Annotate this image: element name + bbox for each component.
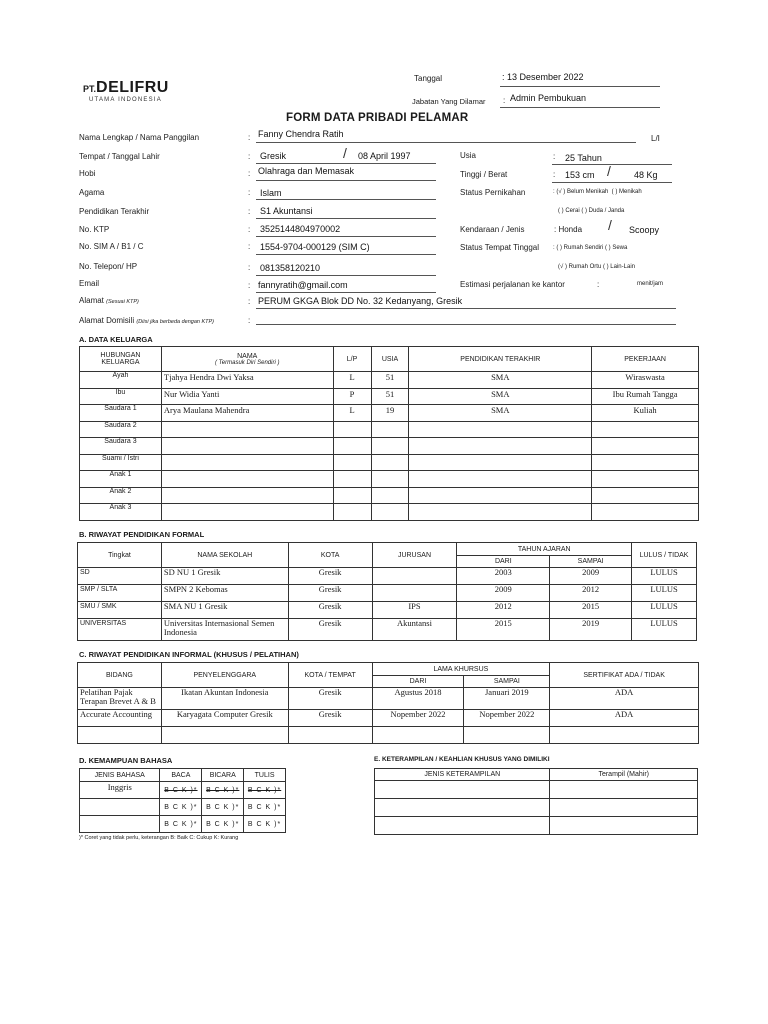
- tanggal-value: : 13 Desember 2022: [502, 72, 584, 82]
- family-pekerjaan: [592, 471, 699, 488]
- estimasi-sep: :: [597, 280, 600, 289]
- training-sampai: [464, 727, 550, 744]
- training-col-penyelenggara: PENYELENGGARA: [161, 663, 288, 688]
- edu-tingkat: SMP / SLTA: [78, 585, 162, 602]
- language-footnote: )* Coret yang tidak perlu, keterangan B: Baik C: Cukup K: Kurang: [79, 835, 239, 841]
- lang-row: [80, 799, 286, 816]
- li-label: L/I: [651, 134, 660, 143]
- edu-jurusan: Akuntansi: [372, 619, 457, 641]
- hobi-label: Hobi: [79, 169, 96, 178]
- family-lp: [333, 454, 371, 471]
- lang-col-baca: BACA: [160, 769, 202, 782]
- edu-jurusan: [372, 585, 457, 602]
- form-title: FORM DATA PRIBADI PELAMAR: [286, 112, 469, 124]
- training-sampai: Januari 2019: [464, 688, 550, 710]
- edu-sampai: 2015: [550, 602, 632, 619]
- family-row: [80, 454, 699, 471]
- sim-label: No. SIM A / B1 / C: [79, 242, 144, 251]
- skills-cell: [550, 817, 698, 835]
- section-d-title: D. KEMAMPUAN BAHASA: [79, 756, 173, 765]
- tinggal-line2: (√ ) Rumah Ortu ( ) Lain-Lain: [558, 264, 635, 270]
- lang-col-jenis: JENIS BAHASA: [80, 769, 160, 782]
- family-lp: [333, 421, 371, 438]
- edu-col-dari: DARI: [457, 556, 550, 568]
- family-row: [80, 372, 699, 389]
- berat-value: 48 Kg: [634, 170, 658, 180]
- family-usia: 51: [371, 388, 409, 405]
- estimasi-label: Estimasi perjalanan ke kantor: [460, 280, 565, 289]
- sim-value: 1554-9704-000129 (SIM C): [260, 242, 370, 252]
- family-row: [80, 504, 699, 521]
- estimasi-unit: menit/jam: [637, 281, 664, 287]
- family-nama: [161, 438, 333, 455]
- kendaraan-label: Kendaraan / Jenis: [460, 225, 525, 234]
- family-hubungan: Ayah: [80, 372, 162, 389]
- family-pendidikan: SMA: [409, 388, 592, 405]
- family-pekerjaan: [592, 421, 699, 438]
- skills-table: [374, 768, 698, 835]
- family-col-pekerjaan: PEKERJAAN: [592, 347, 699, 372]
- ttl-place: Gresik: [260, 151, 287, 161]
- lang-baca: B C K )*: [160, 782, 202, 799]
- ktp-label: No. KTP: [79, 225, 110, 234]
- family-nama: Arya Maulana Mahendra: [161, 405, 333, 422]
- training-col-bidang: BIDANG: [78, 663, 162, 688]
- family-row: [80, 487, 699, 504]
- logo-prefix: PT.: [83, 84, 97, 94]
- family-row: [80, 405, 699, 422]
- edu-row: [78, 585, 697, 602]
- family-col-usia: USIA: [371, 347, 409, 372]
- lang-bicara: B C K )*: [202, 816, 244, 833]
- family-hubungan: Suami / Istri: [80, 454, 162, 471]
- training-dari: [372, 727, 464, 744]
- edu-col-jurusan: JURUSAN: [372, 543, 457, 568]
- training-penyelenggara: Karyagata Computer Gresik: [161, 710, 288, 727]
- email-value: fannyratih@gmail.com: [258, 280, 348, 290]
- training-row: [78, 727, 699, 744]
- edu-col-sekolah: NAMA SEKOLAH: [161, 543, 288, 568]
- agama-label: Agama: [79, 188, 105, 197]
- training-kota: [288, 727, 372, 744]
- domisili-note: (Diisi jika berbeda dengan KTP): [136, 319, 215, 325]
- family-pendidikan: SMA: [409, 372, 592, 389]
- section-e-title: E. KETERAMPILAN / KEAHLIAN KHUSUS YANG DIMILIKI: [374, 756, 550, 763]
- ttl-label: Tempat / Tanggal Lahir: [79, 152, 160, 161]
- training-col-dari: DARI: [372, 676, 464, 688]
- status-menikah: ( ) Menikah: [611, 189, 642, 195]
- family-nama: Tjahya Hendra Dwi Yaksa: [161, 372, 333, 389]
- edu-col-tahun: TAHUN AJARAN: [457, 543, 632, 556]
- edu-jurusan: IPS: [372, 602, 457, 619]
- family-nama: [161, 471, 333, 488]
- family-pekerjaan: Wiraswasta: [592, 372, 699, 389]
- family-lp: [333, 438, 371, 455]
- jabatan-label: Jabatan Yang Dilamar: [412, 97, 486, 106]
- pendidikan-value: S1 Akuntansi: [260, 206, 313, 216]
- family-usia: [371, 421, 409, 438]
- family-lp: L: [333, 405, 371, 422]
- jabatan-value: Admin Pembukuan: [510, 93, 587, 103]
- family-row: [80, 388, 699, 405]
- edu-kota: Gresik: [288, 568, 372, 585]
- lang-baca: B C K )*: [160, 799, 202, 816]
- lang-tulis: B C K )*: [244, 816, 286, 833]
- edu-sampai: 2009: [550, 568, 632, 585]
- edu-row: [78, 619, 697, 641]
- lang-bicara: B C K )*: [202, 782, 244, 799]
- family-nama: Nur Widia Yanti: [161, 388, 333, 405]
- section-a-title: A. DATA KELUARGA: [79, 335, 153, 344]
- edu-dari: 2015: [457, 619, 550, 641]
- training-dari: Nopember 2022: [372, 710, 464, 727]
- lang-row: [80, 816, 286, 833]
- lang-baca: B C K )*: [160, 816, 202, 833]
- company-logo: [83, 80, 169, 103]
- usia-label: Usia: [460, 151, 477, 160]
- tb-label: Tinggi / Berat: [460, 170, 508, 179]
- section-c-title: C. RIWAYAT PENDIDIKAN INFORMAL (KHUSUS / PELATIHAN): [79, 650, 299, 659]
- edu-col-lulus: LULUS / TIDAK: [632, 543, 697, 568]
- family-pendidikan: [409, 454, 592, 471]
- edu-lulus: LULUS: [632, 602, 697, 619]
- family-row: [80, 438, 699, 455]
- edu-sampai: 2012: [550, 585, 632, 602]
- lang-col-tulis: TULIS: [244, 769, 286, 782]
- training-bidang: Accurate Accounting: [78, 710, 162, 727]
- training-penyelenggara: [161, 727, 288, 744]
- family-usia: [371, 471, 409, 488]
- family-hubungan: Anak 2: [80, 487, 162, 504]
- edu-sampai: 2019: [550, 619, 632, 641]
- family-lp: [333, 471, 371, 488]
- edu-dari: 2003: [457, 568, 550, 585]
- edu-col-sampai: SAMPAI: [550, 556, 632, 568]
- family-row: [80, 421, 699, 438]
- usia-value: 25 Tahun: [565, 153, 602, 163]
- nama-label: Nama Lengkap / Nama Panggilan: [79, 133, 200, 142]
- lang-jenis: [80, 816, 160, 833]
- edu-tingkat: SMU / SMK: [78, 602, 162, 619]
- alamat-value: PERUM GKGA Blok DD No. 32 Kedanyang, Gresik: [258, 296, 463, 306]
- agama-value: Islam: [260, 188, 282, 198]
- edu-lulus: LULUS: [632, 568, 697, 585]
- edu-jurusan: [372, 568, 457, 585]
- skills-col-terampil: Terampil (Mahir): [550, 769, 698, 781]
- family-nama: [161, 421, 333, 438]
- training-kota: Gresik: [288, 688, 372, 710]
- hobi-value: Olahraga dan Memasak: [258, 166, 355, 176]
- family-col-nama-sub: ( Termasuk Diri Sendiri ): [215, 359, 280, 366]
- edu-tingkat: SD: [78, 568, 162, 585]
- family-nama: [161, 504, 333, 521]
- language-table: [79, 768, 286, 833]
- tinggal-line1: : ( ) Rumah Sendiri ( ) Sewa: [553, 245, 628, 251]
- edu-sekolah: SMPN 2 Kebomas: [161, 585, 288, 602]
- pendidikan-label: Pendidikan Terakhir: [79, 207, 150, 216]
- lang-jenis: Inggris: [80, 782, 160, 799]
- domisili-label: [79, 316, 214, 325]
- tinggi-value: 153 cm: [565, 170, 595, 180]
- family-usia: 51: [371, 372, 409, 389]
- lang-tulis: B C K )*: [244, 799, 286, 816]
- training-row: [78, 688, 699, 710]
- lang-col-bicara: BICARA: [202, 769, 244, 782]
- training-col-sampai: SAMPAI: [464, 676, 550, 688]
- training-kota: Gresik: [288, 710, 372, 727]
- edu-sekolah: SD NU 1 Gresik: [161, 568, 288, 585]
- edu-row: [78, 602, 697, 619]
- family-lp: P: [333, 388, 371, 405]
- status-label: Status Pernikahan: [460, 188, 526, 197]
- alamat-label-text: Alamat: [79, 296, 104, 305]
- family-pekerjaan: [592, 487, 699, 504]
- family-hubungan: Anak 3: [80, 504, 162, 521]
- family-pendidikan: SMA: [409, 405, 592, 422]
- section-b-title: B. RIWAYAT PENDIDIKAN FORMAL: [79, 530, 205, 539]
- training-row: [78, 710, 699, 727]
- family-hubungan: Saudara 2: [80, 421, 162, 438]
- edu-sekolah: Universitas Internasional Semen Indonesia: [161, 619, 288, 641]
- skills-col-jenis: JENIS KETERAMPILAN: [375, 769, 550, 781]
- kendaraan-jenis: Scoopy: [629, 225, 660, 235]
- family-col-hubungan: HUBUNGAN KELUARGA: [80, 347, 162, 372]
- family-pendidikan: [409, 471, 592, 488]
- ttl-date: 08 April 1997: [358, 151, 411, 161]
- family-lp: L: [333, 372, 371, 389]
- family-pekerjaan: [592, 454, 699, 471]
- training-col-sertifikat: SERTIFIKAT ADA / TIDAK: [550, 663, 699, 688]
- skills-cell: [550, 799, 698, 817]
- alamat-label: [79, 296, 139, 305]
- tinggal-label: Status Tempat Tinggal: [460, 243, 540, 252]
- training-penyelenggara: Ikatan Akuntan Indonesia: [161, 688, 288, 710]
- skills-cell: [375, 817, 550, 835]
- status-line2: ( ) Cerai ( ) Duda / Janda: [558, 208, 625, 214]
- telp-value: 081358120210: [260, 263, 321, 273]
- skills-cell: [375, 799, 550, 817]
- family-row: [80, 471, 699, 488]
- family-pendidikan: [409, 438, 592, 455]
- family-nama: [161, 487, 333, 504]
- ktp-value: 3525144804970002: [260, 224, 341, 234]
- edu-tingkat: UNIVERSITAS: [78, 619, 162, 641]
- family-usia: [371, 454, 409, 471]
- training-col-lama: LAMA KHURSUS: [372, 663, 550, 676]
- training-dari: Agustus 2018: [372, 688, 464, 710]
- training-bidang: [78, 727, 162, 744]
- skills-cell: [550, 781, 698, 799]
- nama-value: Fanny Chendra Ratih: [258, 129, 344, 139]
- lang-tulis: B C K )*: [244, 782, 286, 799]
- education-table: [77, 542, 697, 641]
- lang-bicara: B C K )*: [202, 799, 244, 816]
- family-hubungan: Ibu: [80, 388, 162, 405]
- edu-kota: Gresik: [288, 602, 372, 619]
- family-hubungan: Saudara 1: [80, 405, 162, 422]
- status-line1: [553, 189, 642, 195]
- family-usia: [371, 504, 409, 521]
- family-usia: 19: [371, 405, 409, 422]
- family-table: [79, 346, 699, 521]
- family-col-lp: L/P: [333, 347, 371, 372]
- logo-name: DELIFRU: [96, 79, 169, 96]
- edu-dari: 2012: [457, 602, 550, 619]
- family-pekerjaan: [592, 504, 699, 521]
- lang-row: [80, 782, 286, 799]
- training-table: [77, 662, 699, 744]
- family-pendidikan: [409, 504, 592, 521]
- training-sampai: Nopember 2022: [464, 710, 550, 727]
- edu-col-tingkat: Tingkat: [78, 543, 162, 568]
- family-pekerjaan: Kuliah: [592, 405, 699, 422]
- lang-jenis: [80, 799, 160, 816]
- family-hubungan: Saudara 3: [80, 438, 162, 455]
- tanggal-label: Tanggal: [414, 74, 443, 83]
- edu-kota: Gresik: [288, 585, 372, 602]
- family-nama: [161, 454, 333, 471]
- training-sertifikat: ADA: [550, 710, 699, 727]
- kendaraan-merk: : Honda: [554, 225, 583, 234]
- training-bidang: Pelatihan Pajak Terapan Brevet A & B: [78, 688, 162, 710]
- training-sertifikat: [550, 727, 699, 744]
- family-col-nama-title: NAMA: [237, 352, 258, 360]
- training-sertifikat: ADA: [550, 688, 699, 710]
- family-col-pendidikan: PENDIDIKAN TERAKHIR: [409, 347, 592, 372]
- edu-row: [78, 568, 697, 585]
- jabatan-sep: :: [503, 96, 506, 105]
- edu-lulus: LULUS: [632, 585, 697, 602]
- family-pendidikan: [409, 487, 592, 504]
- family-pekerjaan: Ibu Rumah Tangga: [592, 388, 699, 405]
- family-pekerjaan: [592, 438, 699, 455]
- family-lp: [333, 487, 371, 504]
- edu-sekolah: SMA NU 1 Gresik: [161, 602, 288, 619]
- status-belum-menikah: : (√ ) Belum Menikah: [553, 189, 609, 195]
- telp-label: No. Telepon/ HP: [79, 262, 138, 271]
- edu-lulus: LULUS: [632, 619, 697, 641]
- family-pendidikan: [409, 421, 592, 438]
- family-usia: [371, 487, 409, 504]
- edu-dari: 2009: [457, 585, 550, 602]
- alamat-note: (Sesuai KTP): [106, 299, 139, 305]
- family-usia: [371, 438, 409, 455]
- logo-subtitle: UTAMA INDONESIA: [89, 97, 162, 103]
- family-lp: [333, 504, 371, 521]
- domisili-label-text: Alamat Domisili: [79, 316, 135, 325]
- family-hubungan: Anak 1: [80, 471, 162, 488]
- training-col-kota: KOTA / TEMPAT: [288, 663, 372, 688]
- email-label: Email: [79, 279, 100, 288]
- skills-cell: [375, 781, 550, 799]
- edu-col-kota: KOTA: [288, 543, 372, 568]
- edu-kota: Gresik: [288, 619, 372, 641]
- family-col-nama: [161, 347, 333, 372]
